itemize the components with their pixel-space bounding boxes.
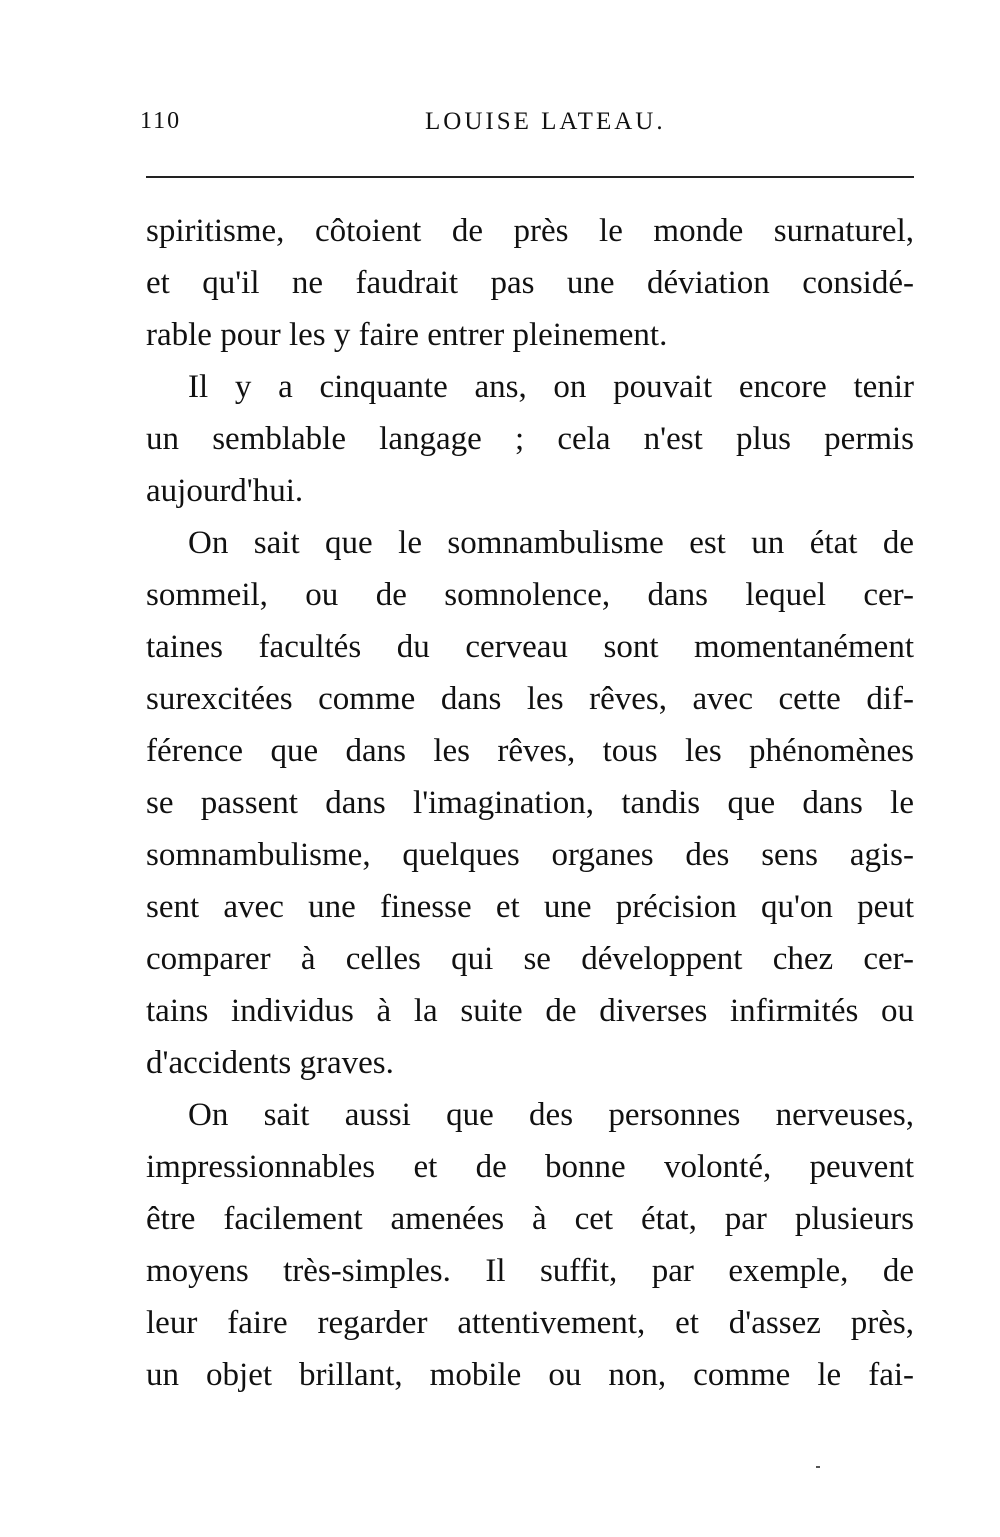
text-line: comparer à celles qui se développent chez cer- <box>146 941 914 977</box>
page-number: 110 <box>140 108 182 134</box>
text-line: d'accidents graves. <box>146 1045 394 1081</box>
text-line: surexcitées comme dans les rêves, avec cette dif- <box>146 681 914 717</box>
running-head <box>140 108 920 144</box>
running-title: LOUISE LATEAU. <box>425 108 666 135</box>
text-line: et qu'il ne faudrait pas une déviation considé- <box>146 265 914 301</box>
text-line: On sait aussi que des personnes nerveuses, <box>188 1097 914 1133</box>
print-speck <box>816 1466 820 1468</box>
text-line: spiritisme, côtoient de près le monde surnaturel, <box>146 213 914 249</box>
text-line: moyens très-simples. Il suffit, par exemple, de <box>146 1253 914 1289</box>
text-line: tains individus à la suite de diverses infirmités ou <box>146 993 914 1029</box>
text-line: leur faire regarder attentivement, et d'assez près, <box>146 1305 914 1341</box>
text-line: être facilement amenées à cet état, par plusieurs <box>146 1201 914 1237</box>
text-line: impressionnables et de bonne volonté, peuvent <box>146 1149 914 1185</box>
text-line: Il y a cinquante ans, on pouvait encore tenir <box>188 369 914 405</box>
text-line: taines facultés du cerveau sont momentanément <box>146 629 914 665</box>
body-text <box>146 205 914 1401</box>
text-line: On sait que le somnambulisme est un état de <box>188 525 914 561</box>
text-line: sommeil, ou de somnolence, dans lequel cer- <box>146 577 914 613</box>
text-line: un semblable langage ; cela n'est plus permis <box>146 421 914 457</box>
text-line: somnambulisme, quelques organes des sens agis- <box>146 837 914 873</box>
text-line: se passent dans l'imagination, tandis que dans le <box>146 785 914 821</box>
text-line: rable pour les y faire entrer pleinement. <box>146 317 668 353</box>
text-line: un objet brillant, mobile ou non, comme le fai- <box>146 1357 914 1393</box>
text-line: aujourd'hui. <box>146 473 304 509</box>
text-line: férence que dans les rêves, tous les phénomènes <box>146 733 914 769</box>
header-rule <box>146 176 914 178</box>
text-line: sent avec une finesse et une précision qu'on peut <box>146 889 914 925</box>
